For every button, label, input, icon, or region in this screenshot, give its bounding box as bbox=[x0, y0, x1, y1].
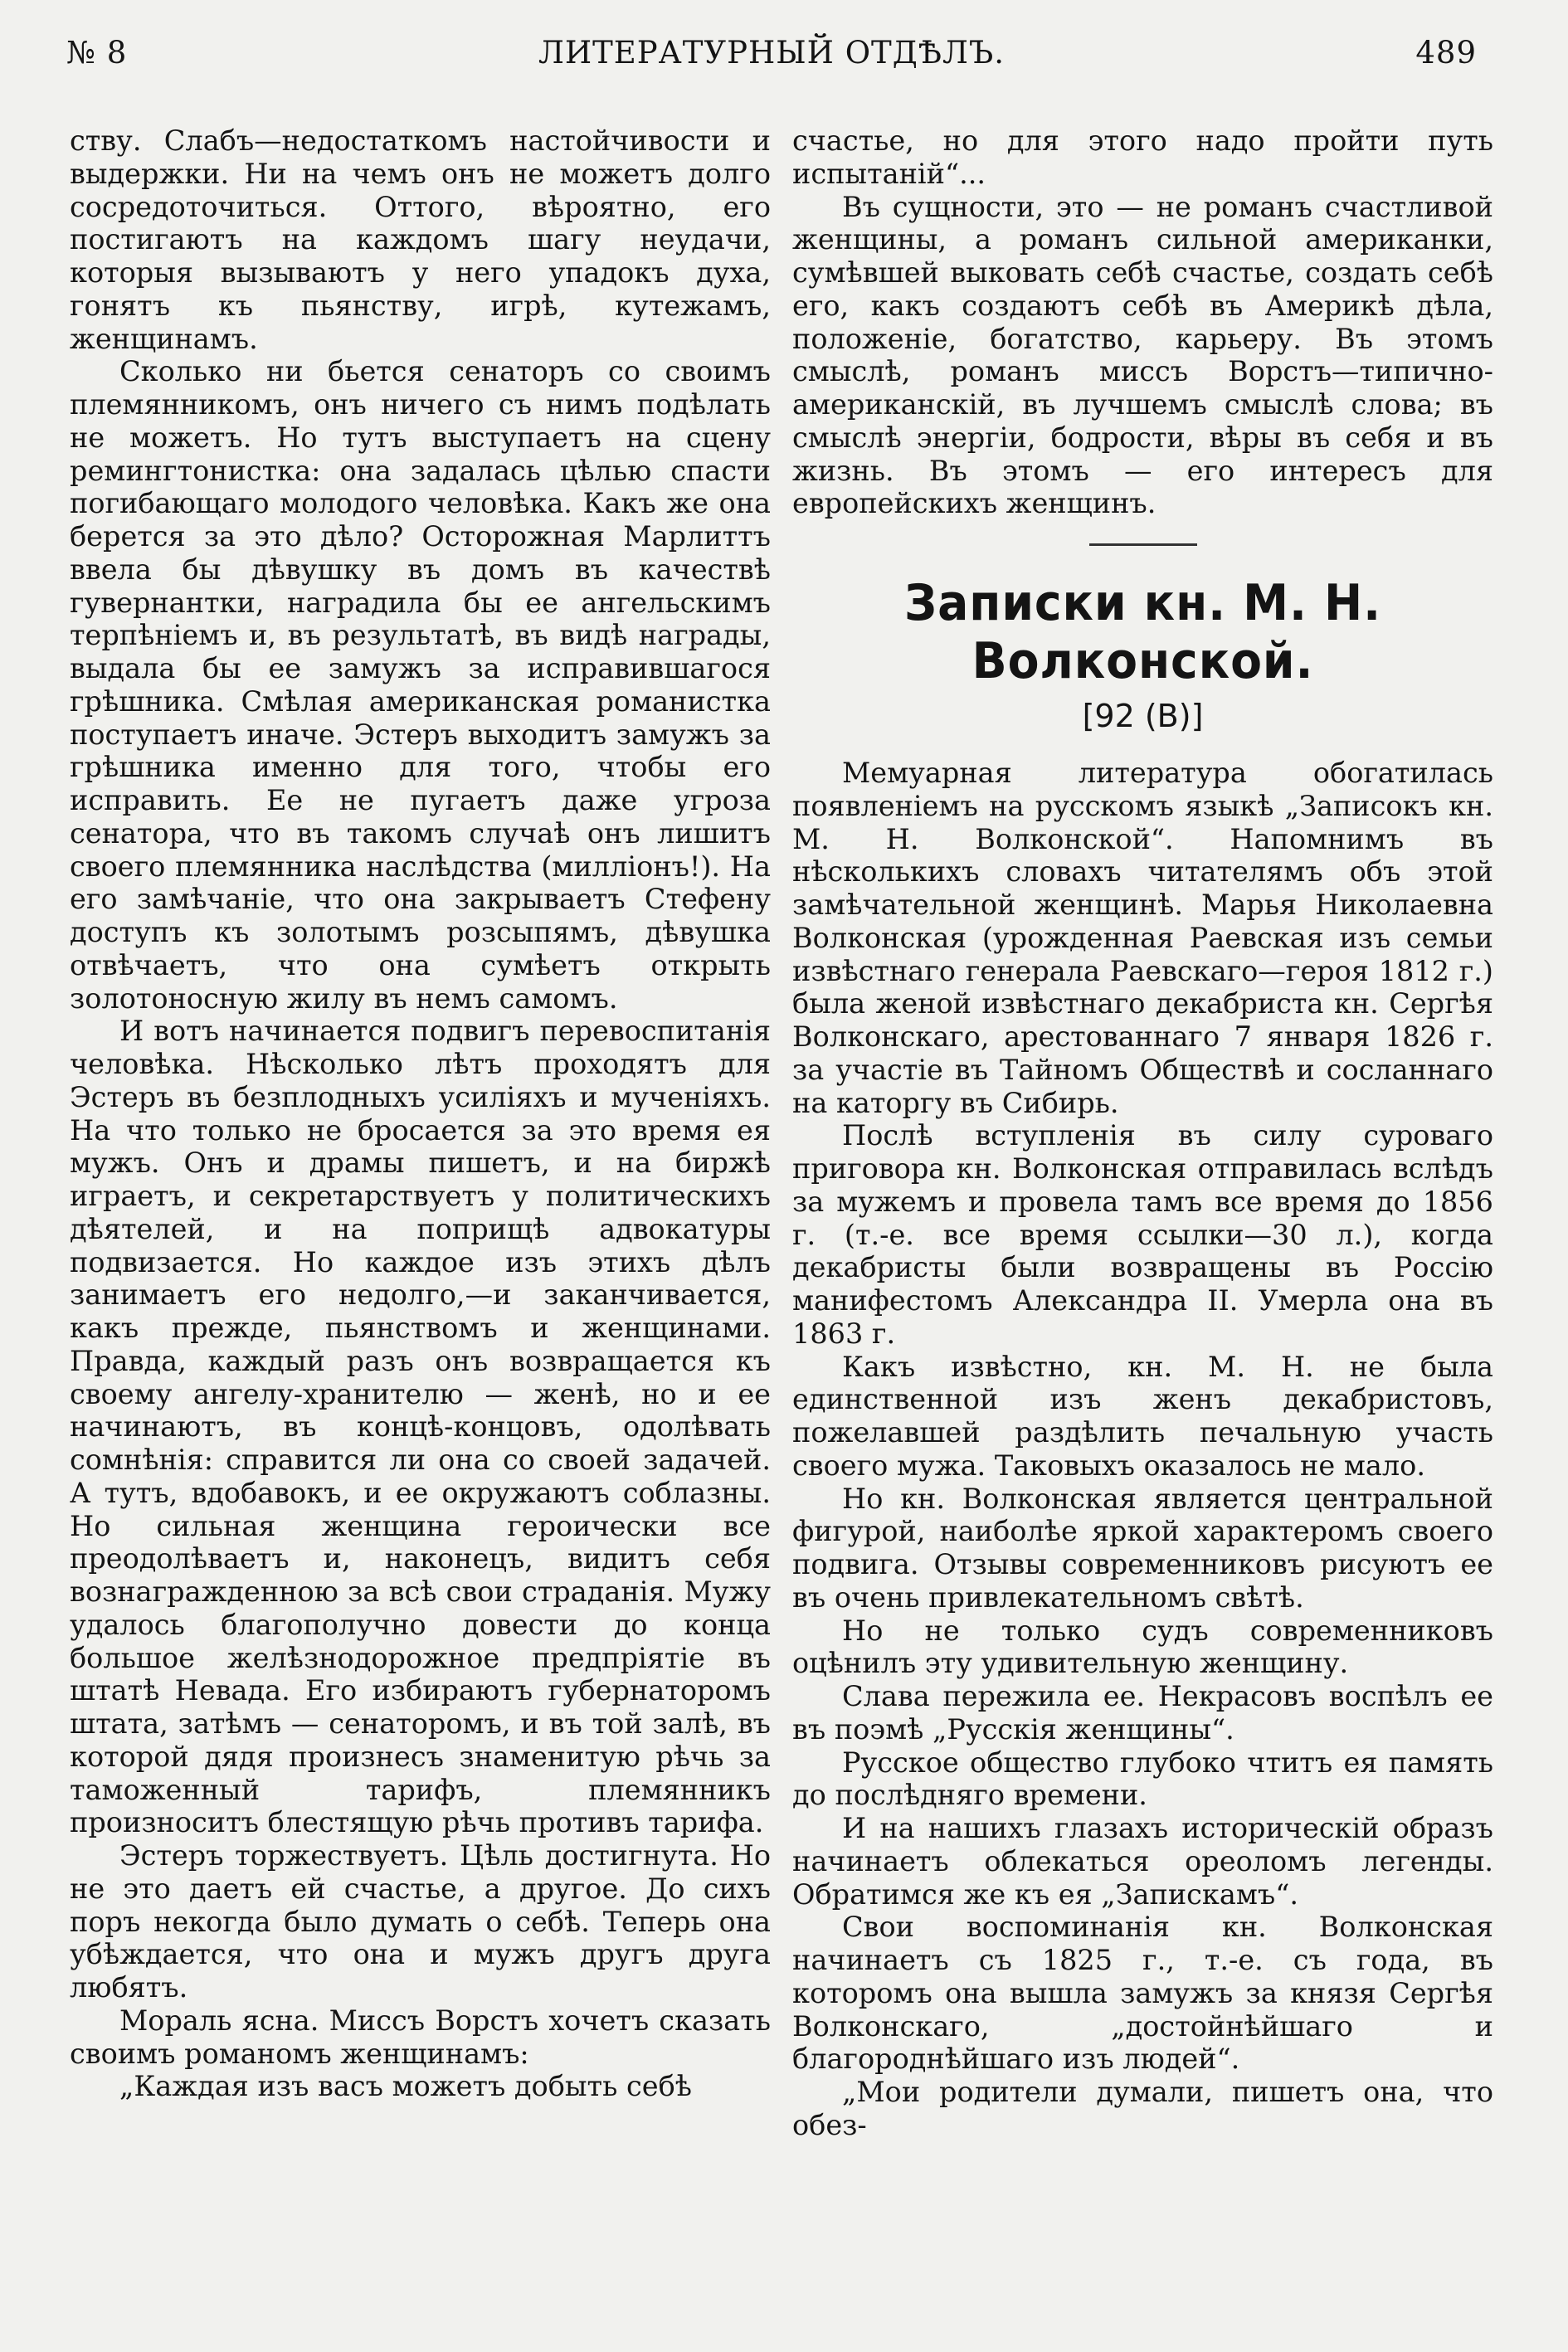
paragraph: Слава пережила ее. Некрасовъ воспѣлъ ее въ поэмѣ „Русскія женщины“. bbox=[792, 1680, 1493, 1746]
paragraph: Мораль ясна. Миссъ Ворстъ хочетъ сказать своимъ романомъ женщинамъ: bbox=[70, 2004, 771, 2070]
section-divider bbox=[1089, 543, 1197, 546]
paragraph: Послѣ вступленія въ силу суроваго приговора кн. Волконская отправилась вслѣдъ за мужемъ и провела тамъ все время до 1856 г. (т.-е. все время ссылки—30 л.), когда декабристы были возвращены въ Россію манифестомъ Александра II. Умерла она въ 1863 г. bbox=[792, 1119, 1493, 1350]
paragraph: счастье, но для этого надо пройти путь испытаній“... bbox=[792, 124, 1493, 190]
page-number: 489 bbox=[1415, 35, 1477, 71]
issue-number: № 8 bbox=[66, 35, 128, 71]
paragraph: Мемуарная литература обогатилась появленіемъ на русскомъ языкѣ „Записокъ кн. М. Н. Волконской“. Напомнимъ въ нѣсколькихъ словахъ читателямъ объ этой замѣчательной женщинѣ. Марья Николаевна Волконская (урожденная Раевская изъ семьи извѣстнаго генерала Раевскаго—героя 1812 г.) была женой извѣстнаго декабриста кн. Сергѣя Волконскаго, арестованнаго 7 января 1826 г. за участіе въ Тайномъ Обществѣ и сосланнаго на каторгу въ Сибирь. bbox=[792, 757, 1493, 1119]
paragraph: „Мои родители думали, пишетъ она, что обез- bbox=[792, 2076, 1493, 2141]
paragraph: Какъ извѣстно, кн. М. Н. не была единственной изъ женъ декабристовъ, пожелавшей раздѣлить печальную участь своего мужа. Таковыхъ оказалось не мало. bbox=[792, 1350, 1493, 1482]
running-header bbox=[66, 35, 1477, 85]
paragraph: ству. Слабъ—недостаткомъ настойчивости и выдержки. Ни на чемъ онъ не можетъ долго сосредоточиться. Оттого, вѣроятно, его постигаютъ на каждомъ шагу неудачи, которыя вызываютъ у него упадокъ духа, гонятъ къ пьянству, игрѣ, кутежамъ, женщинамъ. bbox=[70, 124, 771, 355]
paragraph: Русское общество глубоко чтитъ ея память до послѣдняго времени. bbox=[792, 1746, 1493, 1812]
paragraph: Эстеръ торжествуетъ. Цѣль достигнута. Но не это даетъ ей счастье, а другое. До сихъ поръ некогда было думать о себѣ. Теперь она убѣждается, что она и мужъ другъ друга любятъ. bbox=[70, 1839, 771, 2004]
paragraph: Въ сущности, это — не романъ счастливой женщины, а романъ сильной американки, сумѣвшей выковать себѣ счастье, создать себѣ его, какъ создаютъ себѣ въ Америкѣ дѣла, положеніе, богатство, карьеру. Въ этомъ смыслѣ, романъ миссъ Ворстъ—типично-американскій, въ лучшемъ смыслѣ слова; въ смыслѣ энергіи, бодрости, вѣры въ себя и въ жизнь. Въ этомъ — его интересъ для европейскихъ женщинъ. bbox=[792, 190, 1493, 520]
paragraph: Сколько ни бьется сенаторъ со своимъ племянникомъ, онъ ничего съ нимъ подѣлать не можетъ. Но тутъ выступаетъ на сцену ремингтонистка: она задалась цѣлью спасти погибающаго молодого человѣка. Какъ же она берется за это дѣло? Осторожная Марлиттъ ввела бы дѣвушку въ домъ въ качествѣ гувернантки, наградила бы ее ангельскимъ терпѣніемъ и, въ результатѣ, въ видѣ награды, выдала бы ее замужъ за исправившагося грѣшника. Смѣлая американская романистка поступаетъ иначе. Эстеръ выходитъ замужъ за грѣшника именно для того, чтобы его исправить. Ее не пугаетъ даже угроза сенатора, что въ такомъ случаѣ онъ лишитъ своего племянника наслѣдства (милліонъ!). На его замѣчаніе, что она закрываетъ Стефену доступъ къ золотымъ розсыпямъ, дѣвушка отвѣчаетъ, что она сумѣетъ открыть золотоносную жилу въ немъ самомъ. bbox=[70, 355, 771, 1015]
paragraph: „Каждая изъ васъ можетъ добыть себѣ bbox=[119, 2070, 692, 2103]
article-title: Записки кн. М. Н. Волконской. bbox=[903, 574, 1382, 690]
paragraph: И вотъ начинается подвигъ перевоспитанія человѣка. Нѣсколько лѣтъ проходятъ для Эстеръ въ безплодныхъ усиліяхъ и мученіяхъ. На что только не бросается за это время ея мужъ. Онъ и драмы пишетъ, и на биржѣ играетъ, и секретарствуетъ у политическихъ дѣятелей, и на поприщѣ адвокатуры подвизается. Но каждое изъ этихъ дѣлъ занимаетъ его недолго,—и заканчивается, какъ прежде, пьянствомъ и женщинами. Правда, каждый разъ онъ возвращается къ своему ангелу-хранителю — женѣ, но и ее начинаютъ, въ концѣ-концовъ, одолѣвать сомнѣнія: справится ли она со своей задачей. А тутъ, вдобавокъ, и ее окружаютъ соблазны. Но сильная женщина героически все преодолѣваетъ и, наконецъ, видитъ себя вознагражденною за всѣ свои страданія. Мужу удалось благополучно довести до конца большое желѣзнодорожное предпріятіе въ штатѣ Невада. Его избираютъ губернаторомъ штата, затѣмъ — сенаторомъ, и въ той залѣ, въ которой дядя произнесъ знаменитую рѣчь за таможенный тарифъ, племянникъ произноситъ блестящую рѣчь противъ тарифа. bbox=[70, 1015, 771, 1839]
paragraph: Но кн. Волконская является центральной фигурой, наиболѣе яркой характеромъ своего подвига. Отзывы современниковъ рисуютъ ее въ очень привлекательномъ свѣтѣ. bbox=[792, 1482, 1493, 1614]
article-reference: [92 (В)] bbox=[1082, 698, 1204, 734]
right-column bbox=[792, 124, 1493, 2142]
paragraph: И на нашихъ глазахъ историческій образъ начинаетъ облекаться ореоломъ легенды. Обратимся же къ ея „Запискамъ“. bbox=[792, 1812, 1493, 1911]
paragraph: Но не только судъ современниковъ оцѣнилъ эту удивительную женщину. bbox=[792, 1614, 1493, 1680]
left-column bbox=[70, 124, 771, 2103]
section-title: ЛИТЕРАТУРНЫЙ ОТДѢЛЪ. bbox=[538, 35, 1006, 71]
paragraph: Свои воспоминанія кн. Волконская начинаетъ съ 1825 г., т.-е. съ года, въ которомъ она вышла замужъ за князя Сергѣя Волконскаго, „достойнѣйшаго и благороднѣйшаго изъ людей“. bbox=[792, 1911, 1493, 2076]
